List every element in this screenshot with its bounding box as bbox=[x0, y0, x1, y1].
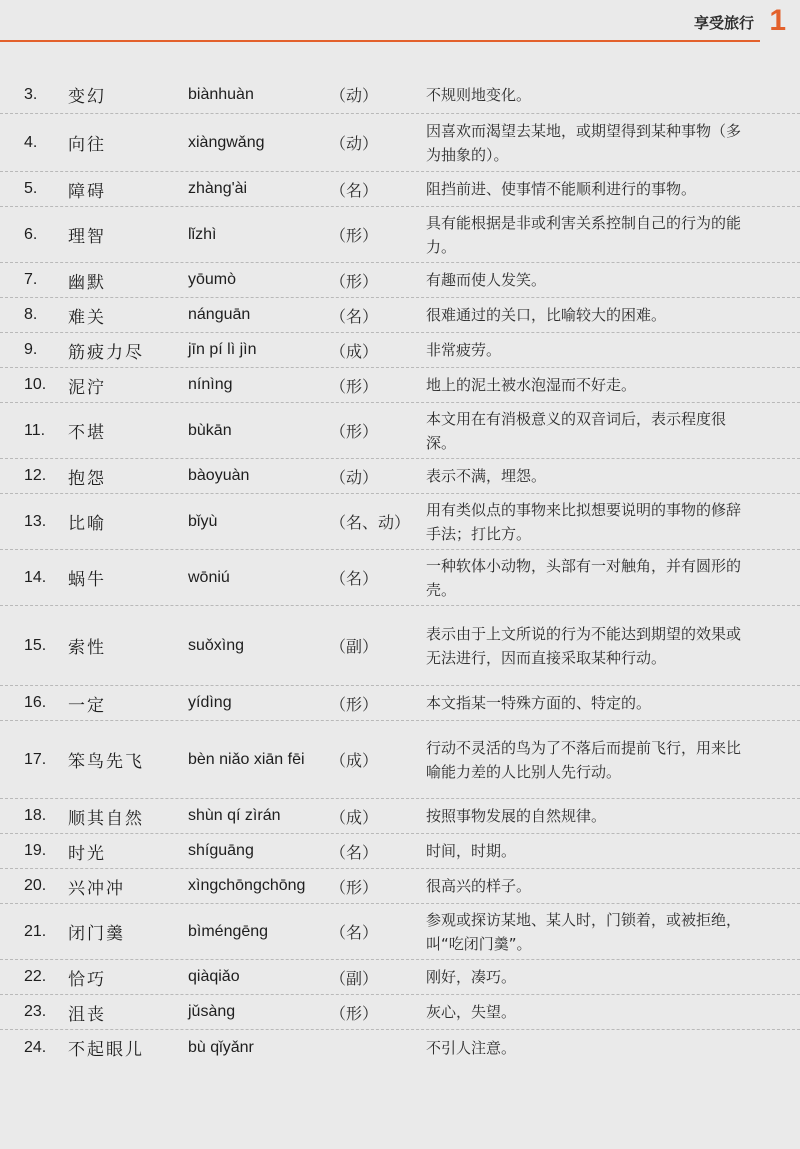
entry-pinyin: bèn niǎo xiān fēi bbox=[188, 750, 305, 768]
entry-number: 8. bbox=[24, 306, 38, 323]
entry-part-of-speech: （名、动） bbox=[330, 513, 411, 532]
vocab-entry bbox=[0, 403, 800, 459]
entry-word: 恰巧 bbox=[68, 969, 106, 990]
entry-part-of-speech: （形） bbox=[330, 877, 379, 897]
entry-word: 不起眼儿 bbox=[68, 1040, 144, 1060]
entry-part-of-speech: （副） bbox=[330, 968, 379, 988]
entry-word: 顺其自然 bbox=[68, 808, 144, 829]
entry-word: 索性 bbox=[68, 638, 106, 658]
vocab-entry bbox=[0, 114, 800, 172]
entry-pinyin: bùkān bbox=[188, 421, 232, 439]
entry-part-of-speech: （形） bbox=[330, 271, 379, 291]
entry-number: 21. bbox=[24, 922, 47, 940]
entry-pinyin: suǒxìng bbox=[188, 636, 245, 654]
entry-pinyin: shíguāng bbox=[188, 842, 254, 859]
vocab-entry bbox=[0, 459, 800, 494]
entry-definition: 具有能根据是非或利害关系控制自己的行为的能力。 bbox=[426, 213, 742, 256]
vocab-entry bbox=[0, 606, 800, 686]
vocab-entry bbox=[0, 550, 800, 606]
entry-number: 9. bbox=[24, 341, 38, 358]
entry-part-of-speech: （形） bbox=[330, 376, 379, 396]
entry-number: 13. bbox=[24, 512, 47, 530]
entry-definition: 一种软体小动物，头部有一对触角，并有圆形的壳。 bbox=[426, 556, 742, 599]
entry-definition: 灰心，失望。 bbox=[426, 1003, 517, 1021]
entry-pinyin: bù qǐyǎnr bbox=[188, 1038, 254, 1056]
entry-pinyin: wōniú bbox=[188, 568, 230, 586]
entry-part-of-speech: （形） bbox=[330, 1003, 379, 1023]
entry-pinyin: qiàqiǎo bbox=[188, 968, 240, 985]
entry-definition: 参观或探访某地、某人时，门锁着，或被拒绝，叫“吃闭门羹”。 bbox=[426, 910, 742, 953]
entry-word: 泥泞 bbox=[68, 377, 106, 398]
entry-pinyin: jǔsàng bbox=[188, 1003, 236, 1020]
entry-pinyin: yídìng bbox=[188, 694, 232, 711]
entry-number: 7. bbox=[24, 271, 38, 288]
entry-pinyin: bàoyuàn bbox=[188, 467, 250, 484]
entry-word: 兴冲冲 bbox=[68, 878, 125, 899]
page-header bbox=[0, 0, 800, 46]
entry-part-of-speech: （名） bbox=[330, 569, 379, 588]
entry-part-of-speech: （名） bbox=[330, 842, 379, 862]
entry-definition: 不规则地变化。 bbox=[426, 85, 532, 104]
vocab-entry bbox=[0, 686, 800, 721]
entry-part-of-speech: （动） bbox=[330, 467, 379, 487]
entry-definition: 因喜欢而渴望去某地，或期望得到某种事物（多为抽象的）。 bbox=[426, 121, 742, 164]
entry-number: 18. bbox=[24, 807, 47, 824]
entry-part-of-speech: （动） bbox=[330, 134, 379, 153]
entry-word: 沮丧 bbox=[68, 1004, 106, 1025]
entry-definition: 非常疲劳。 bbox=[426, 341, 502, 359]
vocab-entry bbox=[0, 368, 800, 403]
entry-definition: 阻挡前进、使事情不能顺利进行的事物。 bbox=[426, 180, 697, 198]
entry-word: 不堪 bbox=[68, 423, 106, 443]
entry-pinyin: nánguān bbox=[188, 306, 251, 323]
entry-definition: 本文指某一特殊方面的、特定的。 bbox=[426, 694, 652, 712]
entry-pinyin: biànhuàn bbox=[188, 85, 254, 103]
entry-word: 变幻 bbox=[68, 87, 106, 107]
entry-number: 6. bbox=[24, 225, 38, 243]
entry-word: 难关 bbox=[68, 307, 106, 328]
entry-part-of-speech: （名） bbox=[330, 180, 379, 200]
entry-number: 14. bbox=[24, 568, 47, 586]
entry-part-of-speech: （副） bbox=[330, 637, 379, 656]
entry-pinyin: bǐyù bbox=[188, 512, 218, 530]
entry-number: 15. bbox=[24, 636, 47, 654]
entry-word: 理智 bbox=[68, 227, 106, 247]
entry-number: 3. bbox=[24, 85, 38, 103]
entry-definition: 表示由于上文所说的行为不能达到期望的效果或无法进行，因而直接采取某种行动。 bbox=[426, 624, 742, 667]
entry-pinyin: yōumò bbox=[188, 271, 237, 288]
vocab-entry bbox=[0, 207, 800, 263]
entry-number: 10. bbox=[24, 376, 47, 393]
vocab-entry bbox=[0, 298, 800, 333]
vocabulary-list bbox=[0, 76, 800, 1065]
entry-number: 22. bbox=[24, 968, 47, 985]
entry-part-of-speech: （成） bbox=[330, 807, 379, 827]
entry-number: 5. bbox=[24, 180, 38, 197]
entry-pinyin: zhàng'ài bbox=[188, 180, 248, 197]
entry-number: 17. bbox=[24, 750, 47, 768]
entry-word: 幽默 bbox=[68, 272, 106, 293]
entry-definition: 时间，时期。 bbox=[426, 842, 517, 860]
entry-definition: 本文用在有消极意义的双音词后，表示程度很深。 bbox=[426, 409, 727, 452]
vocab-entry bbox=[0, 494, 800, 550]
vocab-entry bbox=[0, 869, 800, 904]
entry-number: 16. bbox=[24, 694, 47, 711]
entry-word: 笨鸟先飞 bbox=[68, 752, 144, 772]
lesson-number: 1 bbox=[769, 4, 786, 37]
entry-definition: 很高兴的样子。 bbox=[426, 877, 532, 895]
vocab-entry bbox=[0, 172, 800, 207]
entry-definition: 表示不满，埋怨。 bbox=[426, 467, 547, 485]
entry-part-of-speech: （成） bbox=[330, 341, 379, 361]
entry-definition: 刚好，凑巧。 bbox=[426, 968, 517, 986]
entry-word: 一定 bbox=[68, 695, 106, 716]
vocab-entry bbox=[0, 834, 800, 869]
entry-number: 19. bbox=[24, 842, 47, 859]
vocab-entry bbox=[0, 995, 800, 1030]
entry-part-of-speech: （形） bbox=[330, 226, 379, 245]
entry-word: 闭门羹 bbox=[68, 924, 125, 944]
entry-number: 23. bbox=[24, 1003, 47, 1020]
header-rule bbox=[0, 40, 760, 42]
entry-definition: 不引人注意。 bbox=[426, 1038, 517, 1057]
entry-number: 12. bbox=[24, 467, 47, 484]
entry-definition: 行动不灵活的鸟为了不落后而提前飞行，用来比喻能力差的人比别人先行动。 bbox=[426, 738, 742, 781]
entry-pinyin: xiàngwǎng bbox=[188, 133, 265, 151]
entry-pinyin: lǐzhì bbox=[188, 225, 217, 243]
vocab-entry bbox=[0, 960, 800, 995]
vocab-entry bbox=[0, 1030, 800, 1065]
entry-word: 时光 bbox=[68, 843, 106, 864]
entry-definition: 按照事物发展的自然规律。 bbox=[426, 807, 607, 825]
entry-definition: 地上的泥土被水泡湿而不好走。 bbox=[426, 376, 637, 394]
vocab-entry bbox=[0, 263, 800, 298]
entry-word: 向往 bbox=[68, 135, 106, 155]
entry-word: 筋疲力尽 bbox=[68, 342, 144, 363]
entry-part-of-speech: （形） bbox=[330, 422, 379, 441]
entry-pinyin: nínìng bbox=[188, 376, 233, 393]
vocab-entry bbox=[0, 904, 800, 960]
entry-definition: 用有类似点的事物来比拟想要说明的事物的修辞手法；打比方。 bbox=[426, 500, 742, 543]
entry-pinyin: shùn qí zìrán bbox=[188, 807, 281, 824]
entry-number: 11. bbox=[24, 421, 46, 439]
vocab-entry bbox=[0, 333, 800, 368]
entry-number: 4. bbox=[24, 133, 38, 151]
vocab-entry bbox=[0, 721, 800, 799]
entry-number: 24. bbox=[24, 1038, 47, 1056]
entry-part-of-speech: （名） bbox=[330, 923, 379, 942]
lesson-title: 享受旅行 bbox=[693, 14, 754, 32]
entry-definition: 很难通过的关口，比喻较大的困难。 bbox=[426, 306, 667, 324]
entry-definition: 有趣而使人发笑。 bbox=[426, 271, 547, 289]
entry-number: 20. bbox=[24, 877, 47, 894]
entry-word: 比喻 bbox=[68, 514, 106, 534]
vocab-entry bbox=[0, 76, 800, 114]
entry-part-of-speech: （动） bbox=[330, 86, 379, 105]
entry-word: 蜗牛 bbox=[68, 570, 106, 590]
entry-pinyin: xìngchōngchōng bbox=[188, 877, 306, 894]
entry-word: 障碍 bbox=[68, 181, 106, 202]
vocab-entry bbox=[0, 799, 800, 834]
entry-part-of-speech: （形） bbox=[330, 694, 379, 714]
entry-part-of-speech: （成） bbox=[330, 751, 379, 770]
entry-word: 抱怨 bbox=[68, 468, 106, 489]
entry-part-of-speech: （名） bbox=[330, 306, 379, 326]
entry-pinyin: jīn pí lì jìn bbox=[188, 341, 257, 358]
entry-pinyin: bìméngēng bbox=[188, 922, 269, 940]
